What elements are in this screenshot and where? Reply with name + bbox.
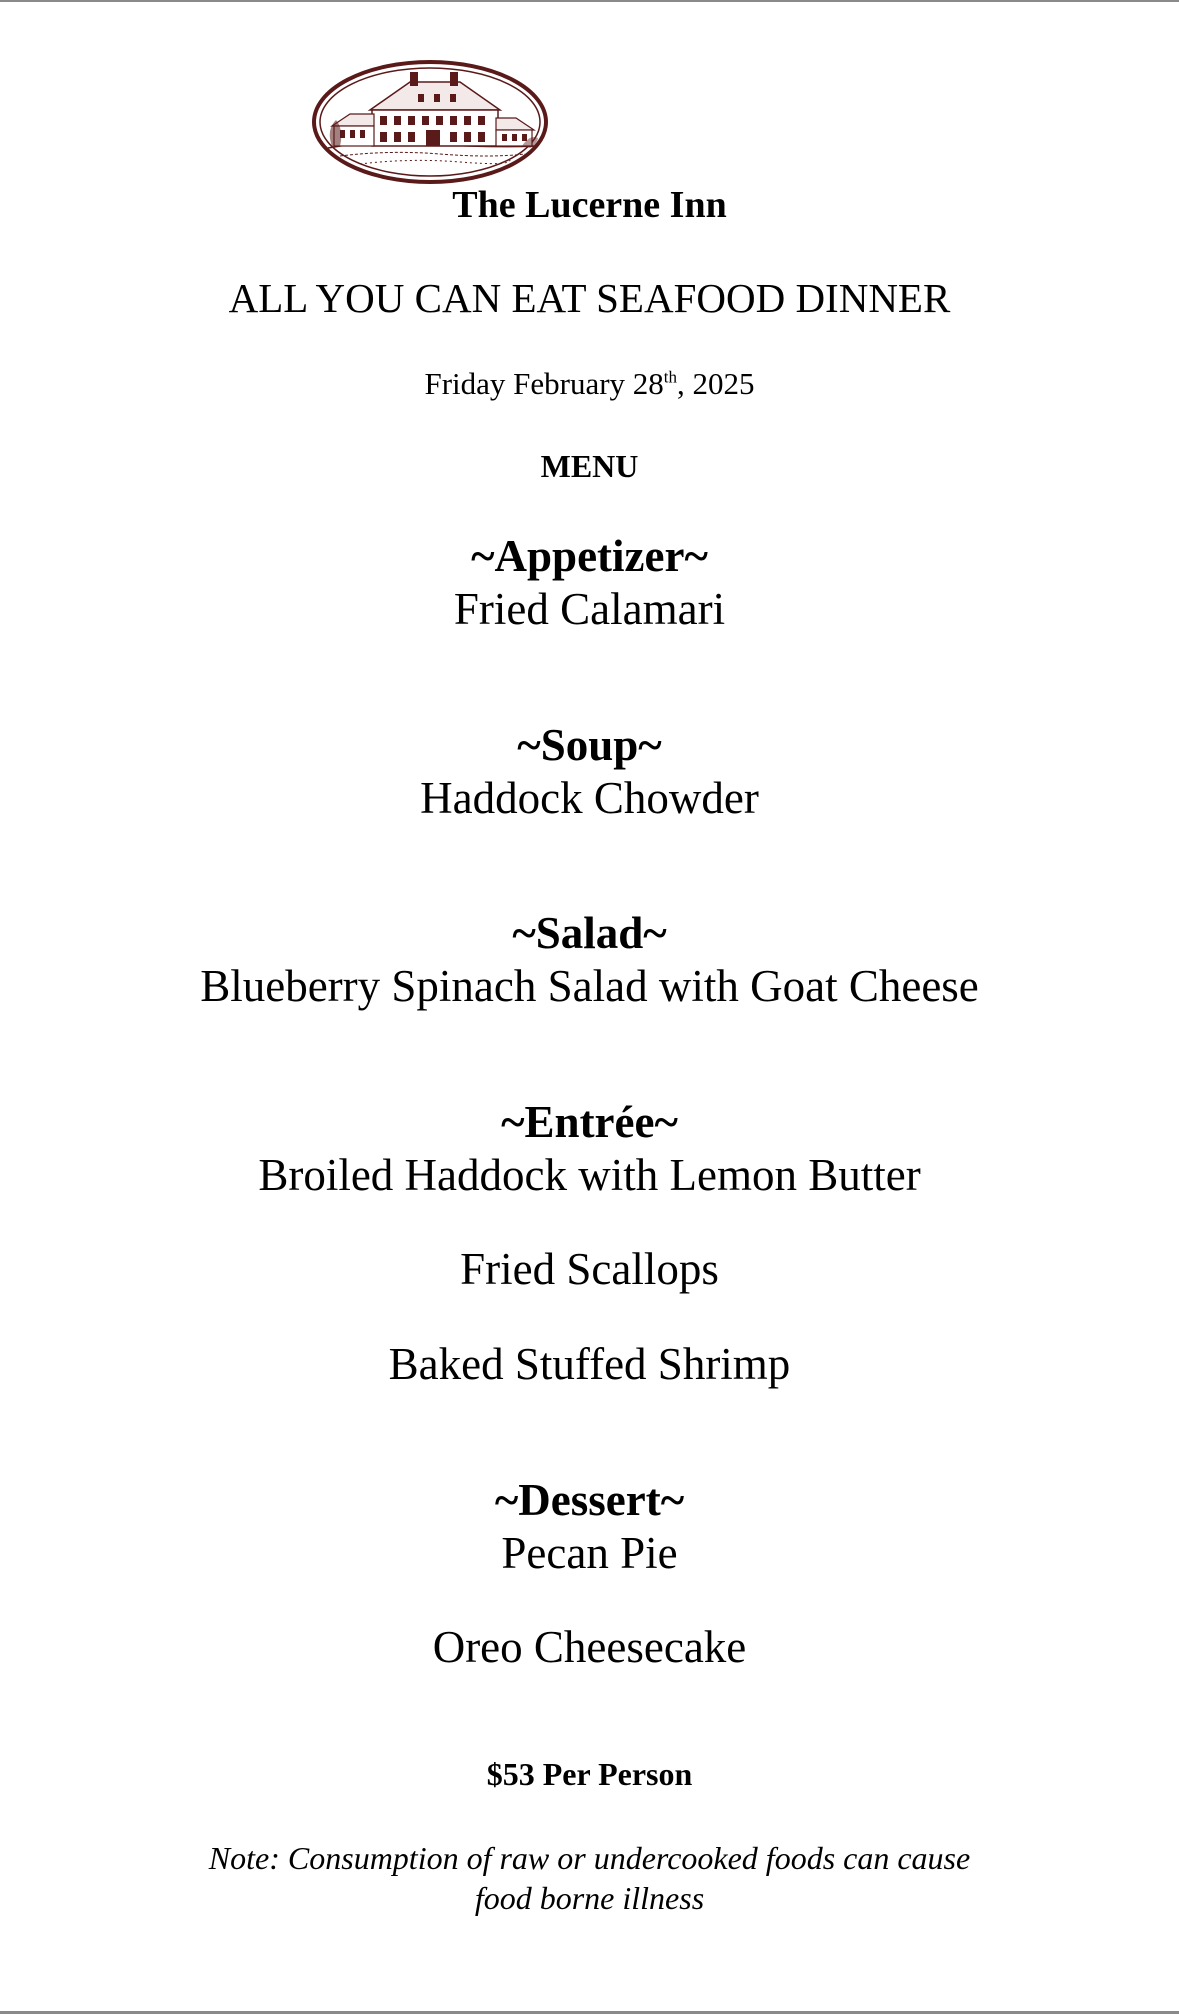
inn-logo-icon (310, 60, 550, 190)
food-safety-note-line2: food borne illness (474, 1880, 705, 1916)
inn-name: The Lucerne Inn (452, 184, 727, 226)
page-border-top (0, 0, 1179, 2)
menu-item-fried-calamari: Fried Calamari (453, 584, 726, 634)
menu-item-baked-stuffed-shrimp: Baked Stuffed Shrimp (388, 1339, 791, 1389)
event-date (0, 368, 1179, 399)
menu-item-broiled-haddock: Broiled Haddock with Lemon Butter (258, 1150, 921, 1200)
food-safety-note-line1: Note: Consumption of raw or undercooked foods can cause (208, 1840, 971, 1876)
course-heading-appetizer: ~Appetizer~ (471, 531, 708, 581)
event-date-prefix: Friday February 28 (424, 366, 664, 401)
event-date-ordinal-suffix: th (663, 367, 678, 387)
course-heading-dessert: ~Dessert~ (494, 1475, 685, 1525)
event-date-year: , 2025 (677, 366, 755, 401)
menu-item-pecan-pie: Pecan Pie (501, 1528, 678, 1578)
menu-item-oreo-cheesecake: Oreo Cheesecake (432, 1622, 747, 1672)
price-per-person: $53 Per Person (486, 1756, 693, 1792)
menu-item-blueberry-spinach-salad: Blueberry Spinach Salad with Goat Cheese (200, 961, 979, 1011)
event-title: ALL YOU CAN EAT SEAFOOD DINNER (228, 275, 951, 321)
course-heading-soup: ~Soup~ (517, 720, 662, 770)
menu-label: MENU (540, 448, 639, 484)
course-heading-entree: ~Entrée~ (501, 1097, 678, 1147)
menu-item-fried-scallops: Fried Scallops (460, 1244, 719, 1294)
course-heading-salad: ~Salad~ (512, 908, 667, 958)
menu-item-haddock-chowder: Haddock Chowder (420, 773, 759, 823)
